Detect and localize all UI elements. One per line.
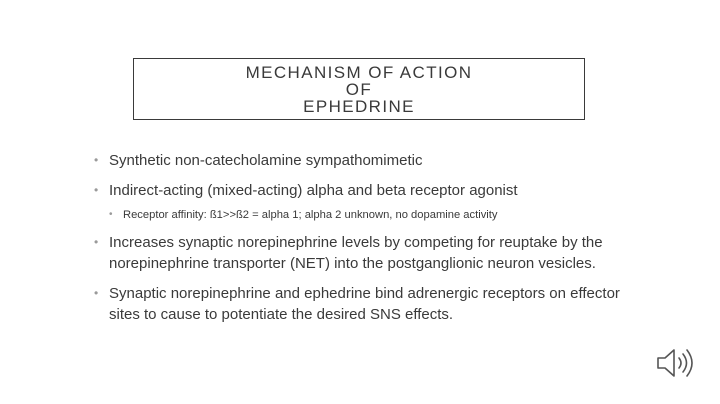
bullet-marker: • — [94, 235, 99, 249]
bullet-item — [94, 180, 634, 201]
bullet-item — [94, 283, 634, 325]
bullet-marker: • — [94, 153, 99, 167]
sub-bullet-text: Receptor affinity: ß1>>ß2 = alpha 1; alpha 2 unknown, no dopamine activity — [123, 209, 498, 221]
sub-bullet-marker: • — [109, 209, 113, 220]
bullet-text: Synthetic non-catecholamine sympathomimetic — [109, 152, 423, 169]
bullet-marker: • — [94, 183, 99, 197]
bullet-item — [94, 232, 634, 274]
title-line-2: OF — [345, 79, 373, 99]
title-line-1: MECHANISM OF ACTION — [245, 62, 473, 82]
speaker-icon-graphic — [654, 346, 698, 380]
speaker-icon[interactable] — [654, 346, 698, 380]
bullet-text: Indirect-acting (mixed-acting) alpha and beta receptor agonist — [109, 182, 518, 199]
bullet-text: Synaptic norepinephrine and ephedrine bind adrenergic receptors on effector sites to cause to potentiate the desired SNS effects. — [109, 285, 620, 323]
bullet-text: Increases synaptic norepinephrine levels by competing for reuptake by the norepinephrine transporter (NET) into the postganglionic neuron vesicles. — [109, 234, 603, 272]
bullet-marker: • — [94, 286, 99, 300]
title-box — [133, 58, 585, 120]
bullet-list — [94, 150, 634, 334]
title-line-3: EPHEDRINE — [303, 96, 415, 116]
bullet-item — [94, 150, 634, 171]
sub-bullet-item — [94, 207, 634, 223]
